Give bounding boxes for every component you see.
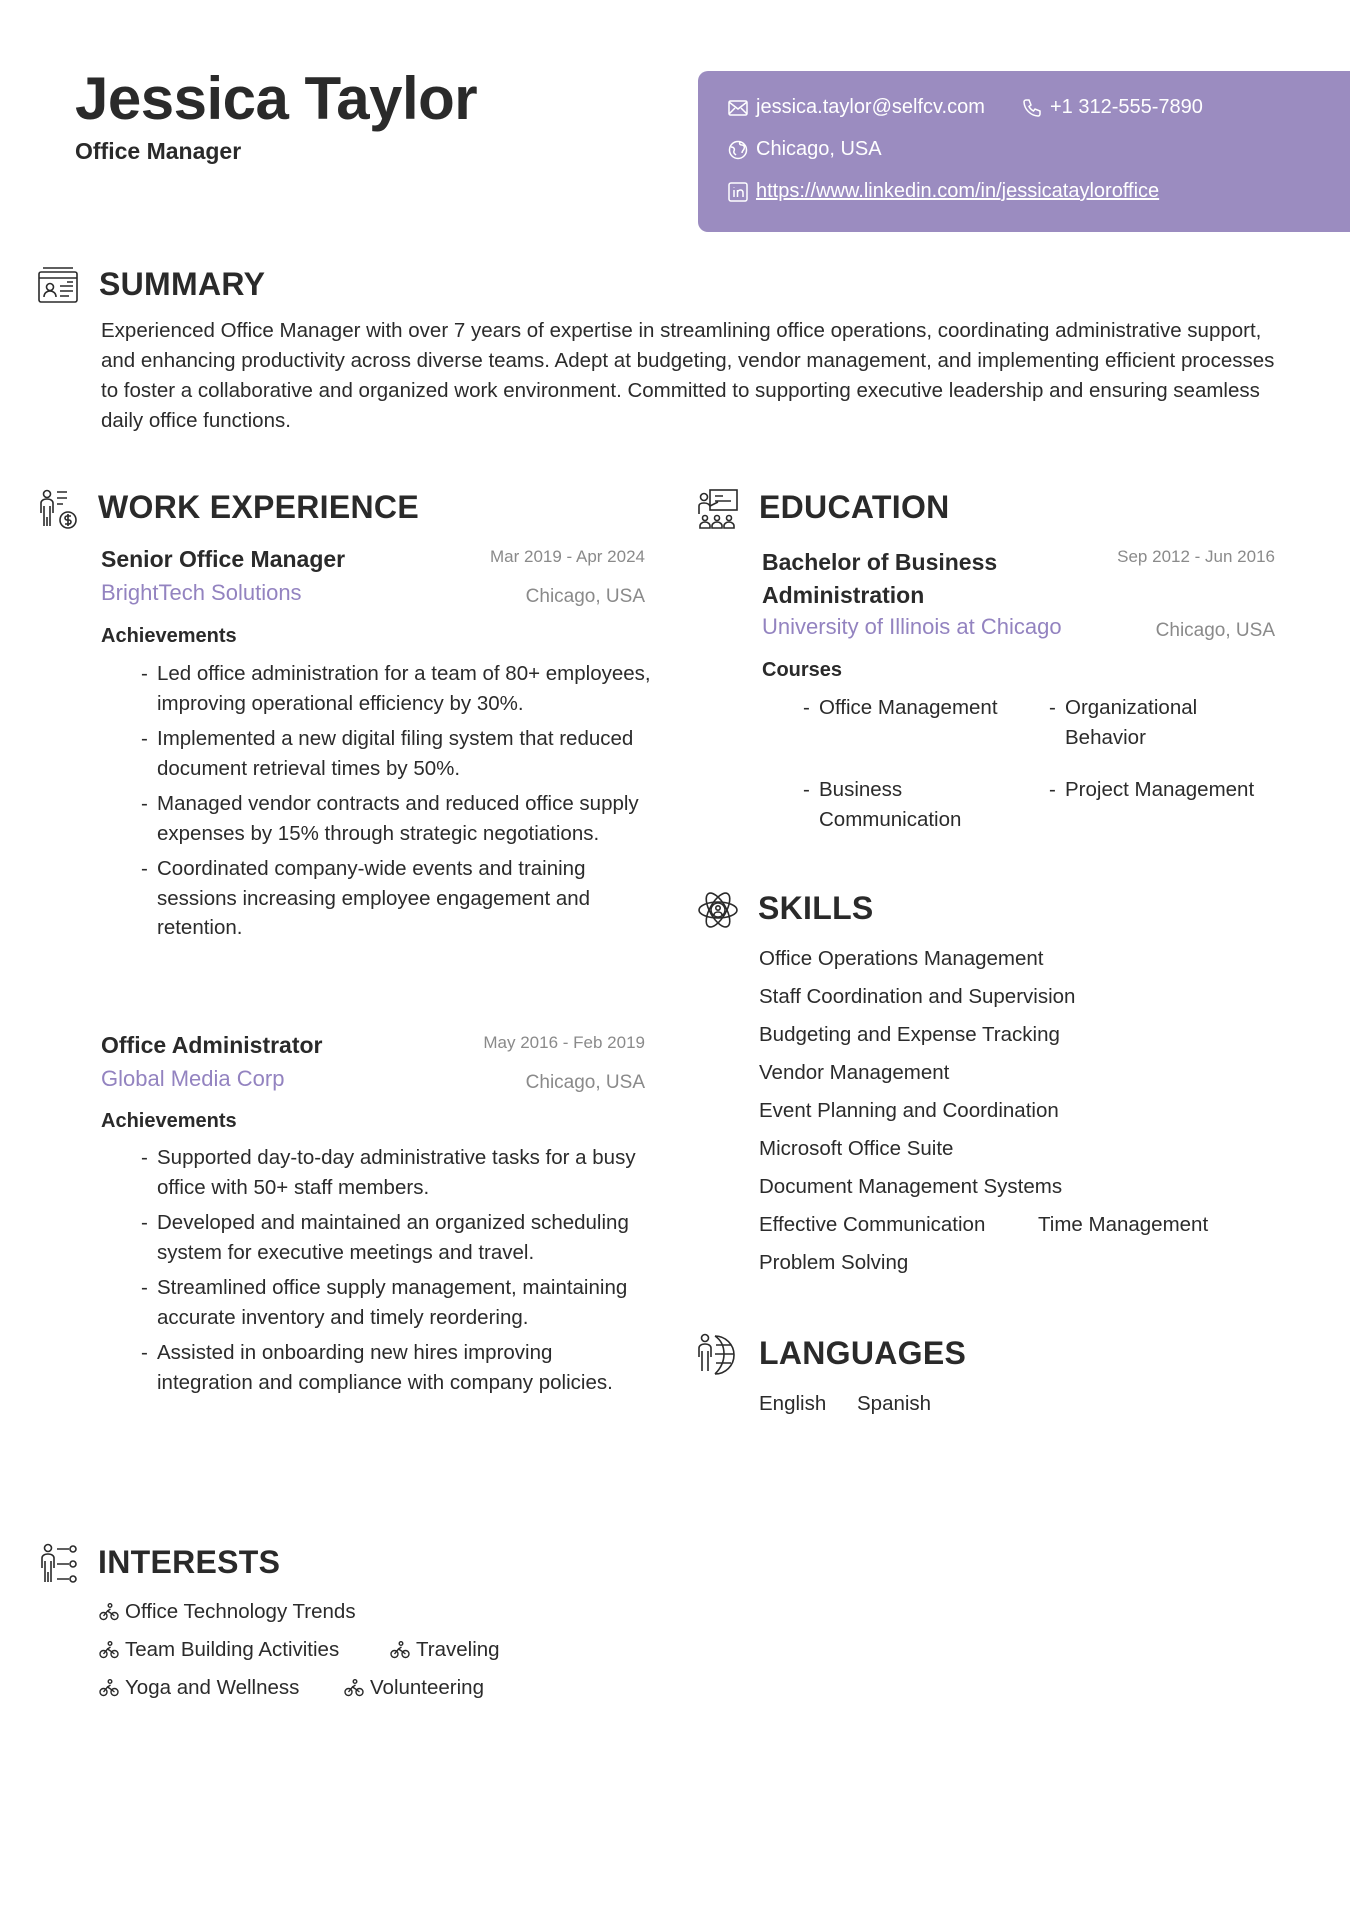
summary-text: Experienced Office Manager with over 7 years of expertise in streamlining office operations, coordinating administrative support, and enhancing productivity across diverse teams. Adept at budgeting, vendor management, and implementing efficient processes to foster a collaborative and organized work environment. Committed to supporting executive leadership and ensuring seamless daily office functions.: [101, 319, 1275, 432]
candidate-name: Jessica Taylor: [75, 65, 478, 132]
list-item: - Developed and maintained an organized scheduling system for executive meetings and travel.: [141, 1208, 653, 1267]
education-heading: EDUCATION: [759, 489, 950, 525]
course-item: - Office Management: [803, 693, 1039, 723]
worker-salary-icon: [37, 489, 79, 531]
skill-item: Office Operations Management: [759, 947, 1044, 970]
work-experience-heading: WORK EXPERIENCE: [98, 489, 419, 525]
candidate-role: Office Manager: [75, 138, 242, 164]
course-item: - Organizational Behavior: [1049, 693, 1275, 752]
contact-panel: [698, 71, 1350, 232]
job-title: Senior Office Manager: [101, 546, 346, 572]
interest-label: Volunteering: [370, 1676, 484, 1699]
phone-icon: [1022, 98, 1042, 118]
list-item: - Supported day-to-day administrative tasks for a busy office with 50+ staff members.: [141, 1143, 653, 1202]
cycling-icon: [390, 1641, 410, 1659]
cycling-icon: [99, 1641, 119, 1659]
list-item: - Led office administration for a team of 80+ employees, improving operational efficiency by 30%.: [141, 659, 653, 718]
summary-heading: SUMMARY: [99, 266, 266, 302]
contact-phone[interactable]: [1022, 96, 1203, 119]
course-item: - Project Management: [1049, 775, 1295, 805]
interest-item: [344, 1676, 484, 1700]
languages-heading: LANGUAGES: [759, 1335, 967, 1371]
globe-icon: [728, 140, 748, 160]
skill-item: Event Planning and Coordination: [759, 1099, 1059, 1122]
skills-heading: SKILLS: [758, 890, 874, 926]
interest-label: Office Technology Trends: [125, 1600, 356, 1623]
skill-item: Effective Communication: [759, 1213, 986, 1236]
job-title: Office Administrator: [101, 1032, 323, 1058]
linkedin-link[interactable]: https://www.linkedin.com/in/jessicatayloroffice: [756, 180, 1160, 202]
contact-location-text: Chicago, USA: [756, 138, 882, 160]
contact-linkedin[interactable]: [728, 180, 1159, 203]
job-date: Mar 2019 - Apr 2024: [490, 547, 645, 566]
job-date: May 2016 - Feb 2019: [483, 1033, 645, 1052]
education-date: Sep 2012 - Jun 2016: [1117, 547, 1275, 566]
interest-label: Team Building Activities: [125, 1638, 340, 1661]
person-globe-icon: [697, 1333, 739, 1375]
cycling-icon: [99, 1603, 119, 1621]
language-item: English: [759, 1392, 827, 1415]
skill-item: Staff Coordination and Supervision: [759, 985, 1076, 1008]
skill-item: Microsoft Office Suite: [759, 1137, 954, 1160]
degree-title: Bachelor of Business Administration: [762, 549, 998, 608]
skill-item: Time Management: [1038, 1213, 1209, 1236]
course-item: - Business Communication: [803, 775, 1019, 834]
education-location: Chicago, USA: [1155, 620, 1275, 641]
interest-item: [99, 1676, 299, 1700]
linkedin-icon: [728, 182, 748, 202]
job-company: Global Media Corp: [101, 1066, 285, 1091]
cycling-icon: [99, 1679, 119, 1697]
interest-item: [99, 1638, 339, 1662]
achievements-heading: Achievements: [101, 1110, 237, 1132]
list-item: - Managed vendor contracts and reduced office supply expenses by 15% through strategic negotiations.: [141, 789, 653, 848]
contact-phone-text: +1 312-555-7890: [1050, 96, 1203, 118]
list-item: - Implemented a new digital filing system that reduced document retrieval times by 50%.: [141, 724, 653, 783]
skill-item: Document Management Systems: [759, 1175, 1063, 1198]
skill-item: Vendor Management: [759, 1061, 950, 1084]
contact-email[interactable]: [728, 96, 985, 119]
list-item: - Coordinated company-wide events and training sessions increasing employee engagement and retention.: [141, 854, 653, 943]
contact-email-text: jessica.taylor@selfcv.com: [756, 96, 985, 118]
list-item: - Assisted in onboarding new hires improving integration and compliance with company policies.: [141, 1338, 653, 1397]
achievements-list: [141, 1143, 653, 1403]
job-location: Chicago, USA: [525, 586, 645, 607]
skill-item: Budgeting and Expense Tracking: [759, 1023, 1060, 1046]
profile-card-icon: [37, 264, 79, 306]
school-name: University of Illinois at Chicago: [762, 614, 1062, 639]
interest-label: Traveling: [416, 1638, 500, 1661]
job-company: BrightTech Solutions: [101, 580, 302, 605]
cycling-icon: [344, 1679, 364, 1697]
skill-item: Problem Solving: [759, 1251, 909, 1274]
achievements-heading: Achievements: [101, 625, 237, 647]
interest-label: Yoga and Wellness: [125, 1676, 300, 1699]
contact-location: [728, 138, 882, 161]
achievements-list: [141, 659, 653, 949]
teacher-board-icon: [697, 488, 739, 530]
job-location: Chicago, USA: [525, 1072, 645, 1093]
list-item: - Streamlined office supply management, maintaining accurate inventory and timely reordering.: [141, 1273, 653, 1332]
atom-person-icon: [697, 889, 739, 931]
interests-heading: INTERESTS: [98, 1544, 281, 1580]
courses-heading: Courses: [762, 659, 843, 681]
envelope-icon: [728, 100, 748, 116]
person-interests-icon: [37, 1543, 79, 1585]
interest-item: [390, 1638, 500, 1662]
language-item: Spanish: [857, 1392, 932, 1415]
interest-item: [99, 1600, 356, 1624]
